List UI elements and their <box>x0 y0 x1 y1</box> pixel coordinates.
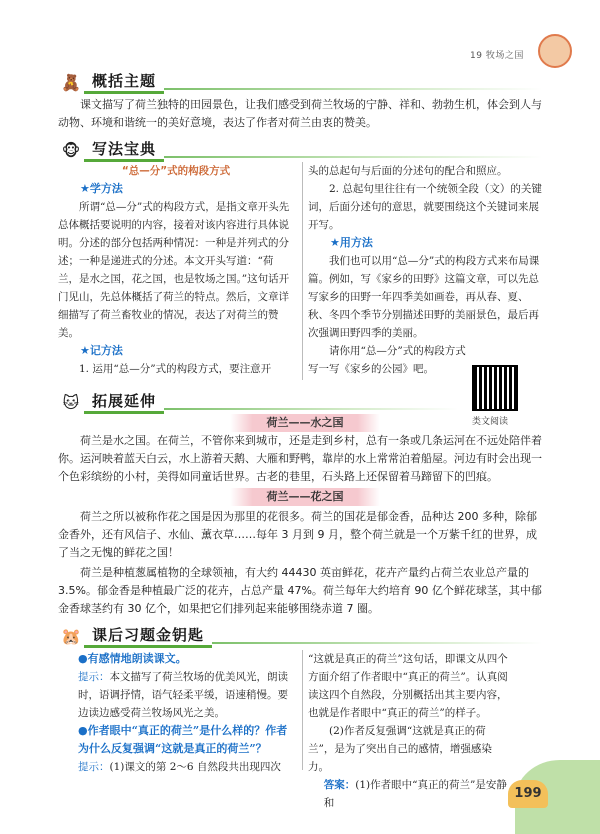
hint-2: (1)课文的第 2～6 自然段共出现四次 <box>109 761 281 773</box>
method-subtitle: “总—分”式的构段方式 <box>121 165 231 177</box>
column-divider <box>302 162 303 380</box>
writing-right-column <box>308 162 542 378</box>
task-text: 请你用“总—分”式的构段方式写一写《家乡的公园》吧。 <box>308 345 466 375</box>
section-summary-header <box>58 70 542 94</box>
divider <box>212 642 542 644</box>
learn-label: ★学方法 <box>80 182 123 195</box>
cartoon-icon: 🐵 <box>61 140 81 160</box>
section-title: 写法宝典 <box>84 139 164 162</box>
divider <box>164 408 458 410</box>
hint-label: 提示： <box>78 671 110 683</box>
note-1-cont: 头的总起句与后面的分述句的配合和照应。 <box>308 165 508 177</box>
article-water-text: 荷兰是水之国。在荷兰，不管你来到城市，还是走到乡村，总有一条或几条运河在不远处陪伴着你。运河映着蓝天白云，水上游着天鹅、大雁和野鸭，靠岸的水上常常泊着船屋。河边有时会出现一个色彩缤纷的小村，美得如同童话世界。古老的巷里，石头路上还保留着马蹄留下的凹痕。 <box>58 434 542 483</box>
article-flower-text: 荷兰之所以被称作花之国是因为那里的花很多。荷兰的国花是郁金香，品种达 200 多种，除郁金香外，还有风信子、水仙、薰衣草……每年 3 月到 9 月，整个荷兰就是一个万紫千红的世界，成了当之无愧的鲜花之国！ <box>58 510 537 559</box>
cartoon-icon: 🐱 <box>62 392 80 412</box>
note-label: ★记方法 <box>80 344 123 357</box>
use-label: ★用方法 <box>330 236 373 249</box>
section-title: 概括主题 <box>84 71 164 94</box>
hint-2-part2: (2)作者反复强调“这就是真正的荷兰”，是为了突出自己的感情，增强感染力。 <box>308 725 492 773</box>
chapter-label: 19 牧场之国 <box>470 51 524 61</box>
section-title: 课后习题金钥匙 <box>84 625 212 648</box>
cartoon-icon: 🧸 <box>61 72 81 92</box>
summary-text: 课文描写了荷兰独特的田园景色，让我们感受到荷兰牧场的宁静、祥和、勃勃生机，体会到人与动物、环境和谐统一的美好意境，表达了作者对荷兰由衷的赞美。 <box>58 98 542 129</box>
qr-label: 类文阅读 <box>472 417 509 427</box>
use-text: 我们也可以用“总—分”式的构段方式来布局课篇。例如，写《家乡的田野》这篇文章，可以先总写家乡的田野一年四季美如画卷，再从春、夏、秋、冬四个季节分别描述田野的美丽景色，最后再次强调田野四季的美丽。 <box>308 255 540 339</box>
divider <box>164 156 542 158</box>
hint-1: 本文描写了荷兰牧场的优美风光，朗读时，语调抒情，语气轻柔平缓，语速稍慢。要边读边感受荷兰牧场风光之美。 <box>78 671 288 719</box>
answer-label: 答案： <box>323 779 356 791</box>
section-exercise-header <box>58 624 542 648</box>
column-divider <box>302 650 303 770</box>
answer-text: (1)作者眼中“真正的荷兰”是安静和 <box>323 779 507 809</box>
hint-2-cont: “这就是真正的荷兰”这句话，即课文从四个方面介绍了作者眼中“真正的荷兰”。认真阅读这四个自然段，分别概括出其主要内容，也就是作者眼中“真正的荷兰”的样子。 <box>308 653 508 719</box>
article-title-water: 荷兰——水之国 <box>230 414 380 432</box>
qr-code[interactable] <box>472 365 518 411</box>
article-title-flower: 荷兰——花之国 <box>230 488 380 506</box>
page-number: 199 <box>508 780 548 808</box>
learn-text: 所谓“总—分”式的构段方式，是指文章开头先总体概括要说明的内容，接着对该内容进行具体说明。分述的部分包括两种情况：一种是并列式的分述；一种是递进式的分述。本文开头写道：“荷兰，是水之国，花之国，也是牧场之国。”这句话开门见山，先总体概括了荷兰的特点。然后，文章详细描写了荷兰畜牧业的情况，表达了对荷兰的赞美。 <box>58 201 290 339</box>
plant-pot-icon <box>538 34 572 68</box>
cartoon-icon: 🐹 <box>61 626 81 646</box>
exercise-right-column <box>308 650 508 812</box>
question-1: ●有感情地朗读课文。 <box>78 652 187 665</box>
article-flower-stats: 荷兰是种植葱属植物的全球领袖，有大约 44430 英亩鲜花，花卉产量约占荷兰农业总产量的 3.5%。郁金香是种植最广泛的花卉，占总产量 47%。荷兰每年大约培育 90 亿个鲜花球茎，其中郁金香球茎约有 30 亿个，如果把它们排列起来能够围绕赤道 7 圈。 <box>58 566 542 615</box>
question-2: ●作者眼中“真正的荷兰”是什么样的？作者为什么反复强调“这就是真正的荷兰”？ <box>78 724 288 755</box>
divider <box>164 88 542 90</box>
note-1: 1. 运用“总—分”式的构段方式，要注意开 <box>79 363 272 375</box>
exercise-left-column <box>78 650 294 776</box>
section-title: 拓展延伸 <box>84 391 164 414</box>
writing-left-column <box>58 162 294 378</box>
hint-label: 提示： <box>78 761 110 773</box>
section-extension-header <box>58 390 458 414</box>
section-writing-header <box>58 138 542 162</box>
note-2: 2. 总起句里往往有一个统领全段（文）的关键词，后面分述句的意思，就要围绕这个关键词来展开写。 <box>308 183 542 231</box>
